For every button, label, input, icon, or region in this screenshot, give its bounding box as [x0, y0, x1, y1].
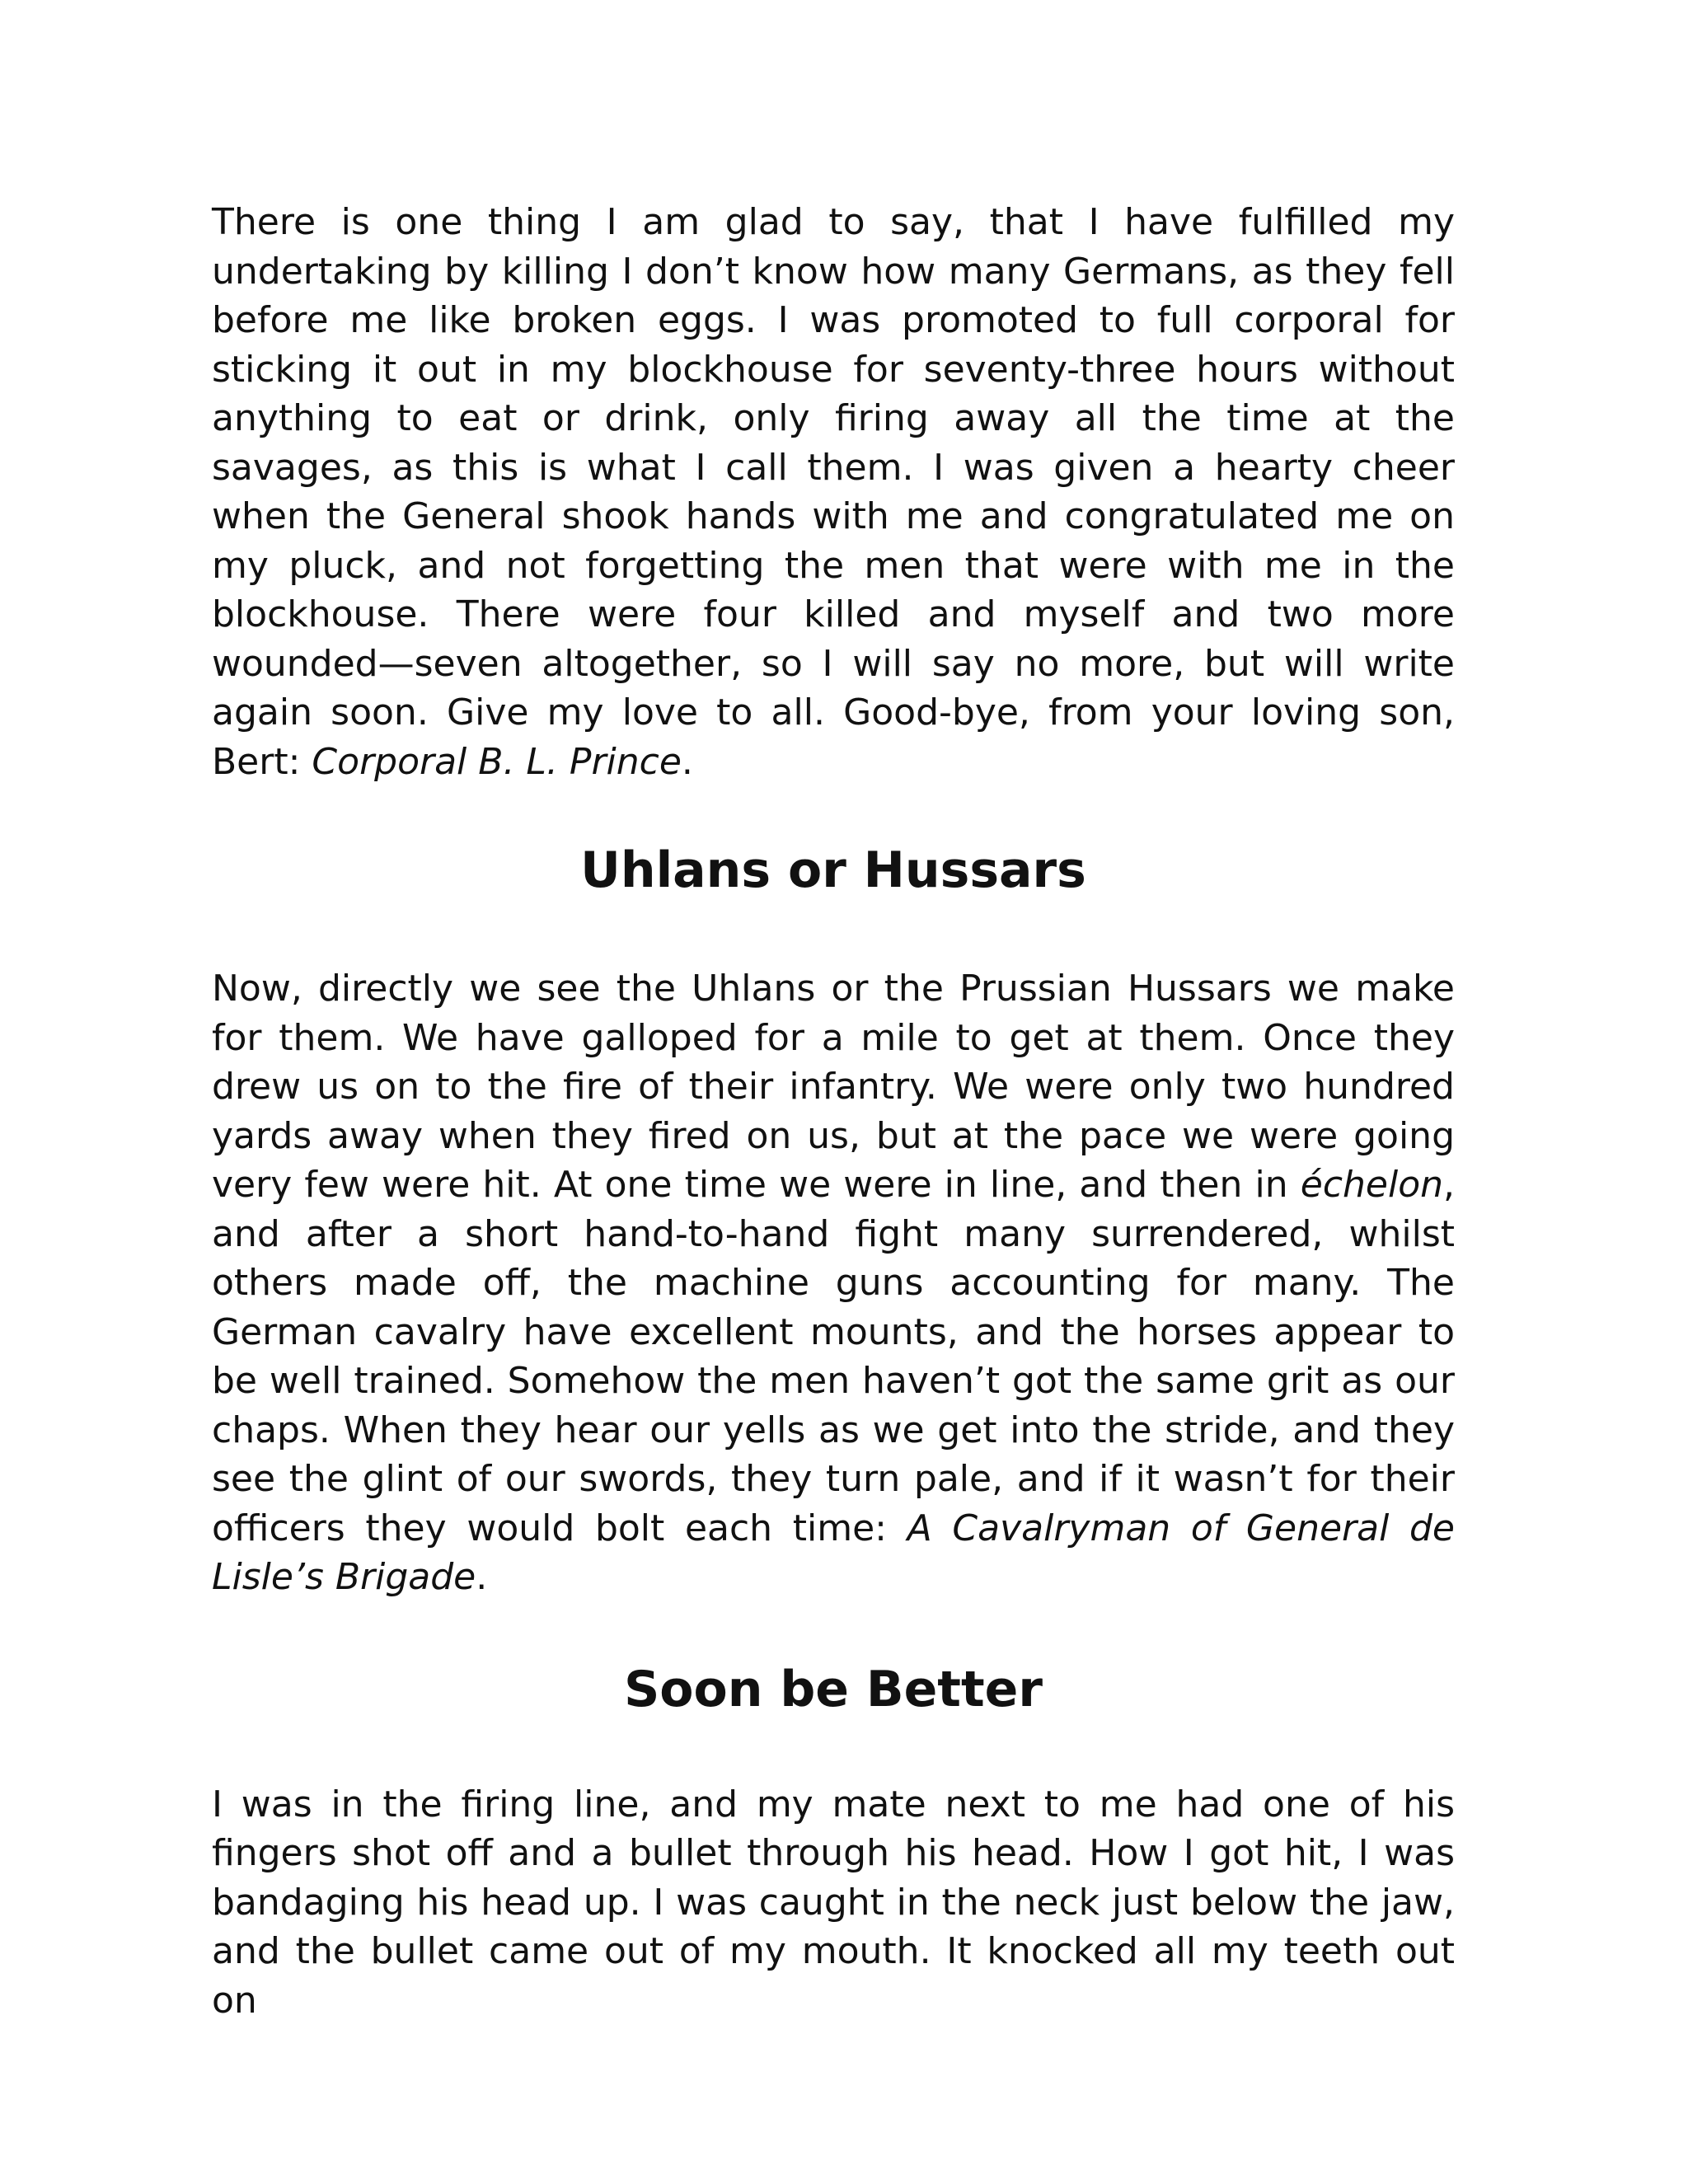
section-heading-soon-be-better: Soon be Better: [624, 1660, 1043, 1718]
section-heading-uhlans-or-hussars: Uhlans or Hussars: [580, 841, 1086, 899]
italic-word-echelon: échelon: [1300, 1164, 1443, 1206]
page-content: [212, 198, 1455, 2025]
paragraph-text: There is one thing I am glad to say, that I have fulfilled my undertaking by killing I don’t know how many Germans, as they fell before me like broken eggs. I was promoted to full corporal for sticking it out in my blockhouse for seventy-three hours without anything to eat or drink, only firing away all the time at the savages, as this is what I call them. I was given a hearty cheer when the General shook hands with me and congratulated me on my pluck, and not forgetting the men that were with me in the blockhouse. There were four killed and myself and two more wounded—seven altogether, so I will say no more, but will write again soon. Give my love to all. Good-bye, from your loving son, Bert:: [212, 201, 1455, 783]
paragraph-text-after: , and after a short hand-to-hand fight many surrendered, whilst others made off, the machine guns accounting for many. The German cavalry have excellent mounts, and the horses appear to be well trained. Somehow the men haven’t got the same grit as our chaps. When they hear our yells as we get into the stride, and they see the glint of our swords, they turn pale, and if it wasn’t for their officers they would bolt each time:: [212, 1164, 1455, 1549]
paragraph-soon-be-better: [212, 1780, 1455, 2026]
paragraph-text-before: Now, directly we see the Uhlans or the Prussian Hussars we make for them. We have galloped for a mile to get at them. Once they drew us on to the fire of their infantry. We were only two hundred yards away when they fired on us, but at the pace we were going very few were hit. At one time we were in line, and then in: [212, 968, 1455, 1206]
signature-corporal-prince: Corporal B. L. Prince: [312, 740, 682, 783]
paragraph-text: I was in the firing line, and my mate next to me had one of his fingers shot off and a bullet through his head. How I got hit, I was bandaging his head up. I was caught in the neck just below the jaw, and the bullet came out of my mouth. It knocked all my teeth out on: [212, 1783, 1455, 2022]
paragraph-end-punctuation: .: [681, 740, 693, 783]
paragraph-uhlans-or-hussars: [212, 964, 1455, 1602]
paragraph-end-punctuation: .: [476, 1556, 488, 1598]
signature-cavalryman: A Cavalryman of General de Lisle’s Brigade: [212, 1507, 1455, 1598]
paragraph-letter-end: [212, 198, 1455, 786]
